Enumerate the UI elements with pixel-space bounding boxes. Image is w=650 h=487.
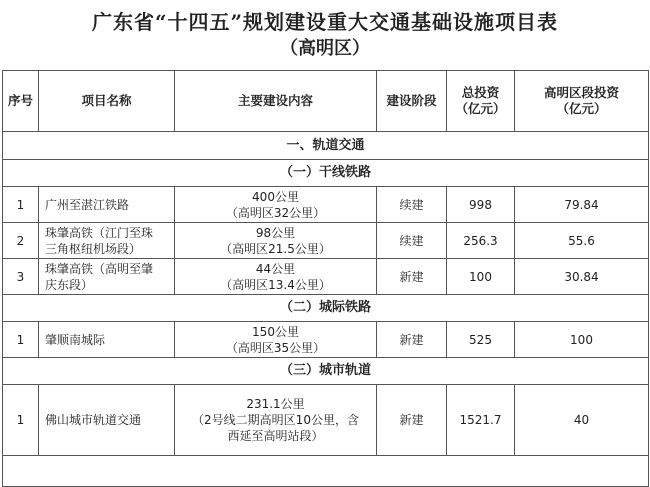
name-line: 三角枢纽机场段） — [45, 241, 142, 256]
content-line: （高明区21.5公里） — [220, 241, 331, 256]
header-total-line1: 总投资 — [461, 85, 500, 100]
cell-no: 1 — [3, 187, 39, 223]
cell-name: 肇顺南城际 — [39, 322, 175, 358]
cell-no: 3 — [3, 259, 39, 295]
group-row — [3, 295, 649, 322]
header-no: 序号 — [3, 71, 39, 132]
cell-total: 256.3 — [447, 223, 515, 259]
table-row-cut — [3, 456, 649, 487]
table-row — [3, 187, 649, 223]
header-name: 项目名称 — [39, 71, 175, 132]
header-gaoming-line2: （亿元） — [556, 101, 607, 116]
cell-stage: 新建 — [377, 385, 447, 456]
cell-stage: 续建 — [377, 223, 447, 259]
section-row — [3, 132, 649, 160]
cell-no: 2 — [3, 223, 39, 259]
content-line: （高明区32公里） — [225, 205, 326, 220]
table-row — [3, 385, 649, 456]
cell-gaoming: 55.6 — [515, 223, 649, 259]
group-row — [3, 358, 649, 385]
content-line: 西延至高明站段） — [227, 429, 324, 443]
content-line: （2号线二期高明区10公里，含 — [192, 413, 359, 427]
title-block — [0, 0, 650, 70]
content-line: （高明区13.4公里） — [220, 277, 331, 292]
header-stage: 建设阶段 — [377, 71, 447, 132]
cell-content — [175, 187, 377, 223]
content-line: 44公里 — [255, 261, 296, 276]
cell-total: 100 — [447, 259, 515, 295]
header-total — [447, 71, 515, 132]
cell-gaoming: 40 — [515, 385, 649, 456]
cell-no: 1 — [3, 322, 39, 358]
table-header-row — [3, 71, 649, 132]
table-row — [3, 223, 649, 259]
cell-no: 1 — [3, 385, 39, 456]
cell-total: 1521.7 — [447, 385, 515, 456]
content-line: 150公里 — [252, 324, 299, 339]
cut-off-row — [3, 456, 649, 487]
cell-name — [39, 259, 175, 295]
cell-content — [175, 259, 377, 295]
document-title: 广东省“十四五”规划建设重大交通基础设施项目表 — [91, 10, 558, 34]
group-row — [3, 160, 649, 187]
header-content: 主要建设内容 — [175, 71, 377, 132]
cell-stage: 续建 — [377, 187, 447, 223]
group-label: （一）干线铁路 — [3, 160, 649, 187]
cell-gaoming: 79.84 — [515, 187, 649, 223]
cell-name: 广州至湛江铁路 — [39, 187, 175, 223]
cell-name — [39, 223, 175, 259]
table-row — [3, 322, 649, 358]
section-label: 一、轨道交通 — [3, 132, 649, 160]
cell-content — [175, 223, 377, 259]
cell-total: 998 — [447, 187, 515, 223]
content-line: 98公里 — [255, 225, 296, 240]
cell-stage: 新建 — [377, 322, 447, 358]
content-line: 231.1公里 — [246, 397, 305, 411]
cell-name: 佛山城市轨道交通 — [39, 385, 175, 456]
cell-gaoming: 30.84 — [515, 259, 649, 295]
document-subtitle: （高明区） — [280, 38, 370, 59]
group-label: （二）城际铁路 — [3, 295, 649, 322]
cell-content — [175, 322, 377, 358]
header-gaoming — [515, 71, 649, 132]
header-gaoming-line1: 高明区段投资 — [543, 85, 619, 100]
cell-gaoming: 100 — [515, 322, 649, 358]
group-label: （三）城市轨道 — [3, 358, 649, 385]
projects-table — [2, 70, 649, 487]
table-row — [3, 259, 649, 295]
cell-content — [175, 385, 377, 456]
content-line: 400公里 — [252, 189, 299, 204]
header-total-line2: （亿元） — [455, 101, 506, 116]
name-line: 珠肇高铁（高明至肇 — [45, 261, 154, 276]
name-line: 庆东段） — [45, 277, 94, 292]
cell-total: 525 — [447, 322, 515, 358]
cell-stage: 新建 — [377, 259, 447, 295]
name-line: 珠肇高铁（江门至珠 — [45, 225, 154, 240]
content-line: （高明区35公里） — [225, 340, 326, 355]
